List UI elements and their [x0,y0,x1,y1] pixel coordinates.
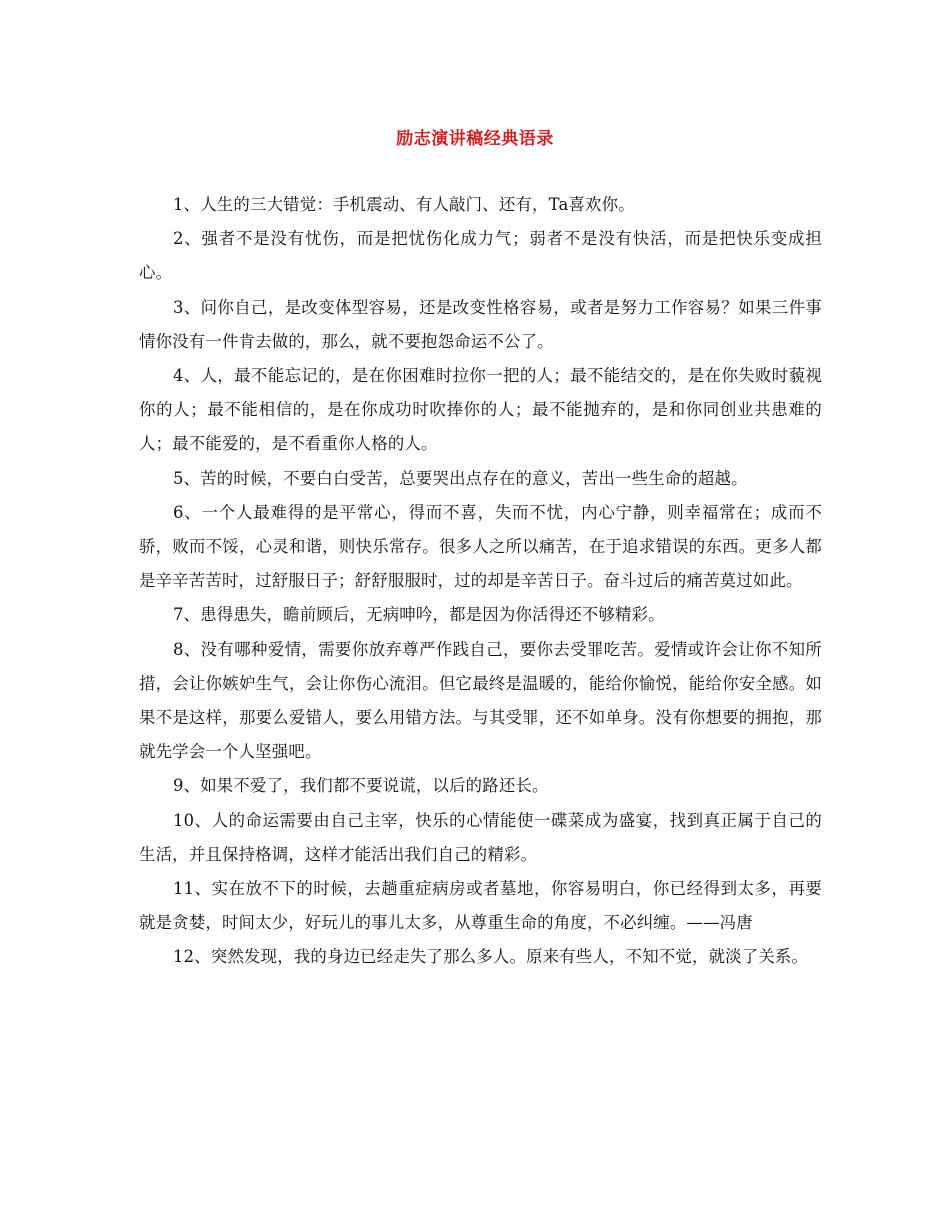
quote-paragraph-1: 1、人生的三大错觉：手机震动、有人敲门、还有，Ta喜欢你。 [173,195,635,214]
quote-paragraph-8: 8、没有哪种爱情，需要你放弃尊严作践自己，要你去受罪吃苦。爱情或许会让你不知所措，会让你嫉妒生气，会让你伤心流泪。但它最终是温暖的，能给你愉悦，能给你安全感。如果不是这样，那要么爱错人，要么用错方法。与其受罪，还不如单身。没有你想要的拥抱，那就先学会一个人坚强吧。 [139,639,822,762]
quote-paragraph-7: 7、患得患失，瞻前顾后，无病呻吟，都是因为你活得还不够精彩。 [173,605,665,625]
quote-paragraph-11: 11、实在放不下的时候，去趟重症病房或者墓地，你容易明白，你已经得到太多，再要就是贪婪，时间太少，好玩儿的事儿太多，从尊重生命的角度，不必纠缠。——冯唐 [139,879,822,933]
quote-paragraph-2: 2、强者不是没有忧伤，而是把忧伤化成力气；弱者不是没有快活，而是把快乐变成担心。 [139,229,822,283]
quote-paragraph-3: 3、问你自己，是改变体型容易，还是改变性格容易，或者是努力工作容易？如果三件事情你没有一件肯去做的，那么，就不要抱怨命运不公了。 [139,297,822,351]
quote-paragraph-9: 9、如果不爱了，我们都不要说谎，以后的路还长。 [173,776,549,796]
quote-paragraph-10: 10、人的命运需要由自己主宰，快乐的心情能使一碟菜成为盛宴，找到真正属于自己的生活，并且保持格调，这样才能活出我们自己的精彩。 [139,810,822,864]
quote-paragraph-5: 5、苦的时候，不要白白受苦，总要哭出点存在的意义，苦出一些生命的超越。 [173,468,748,488]
quote-paragraph-4: 4、人，最不能忘记的，是在你困难时拉你一把的人；最不能结交的，是在你失败时藐视你的人；最不能相信的，是在你成功时吹捧你的人；最不能抛弃的，是和你同创业共患难的人；最不能爱的，是不看重你人格的人。 [139,366,822,454]
quote-paragraph-12: 12、突然发现，我的身边已经走失了那么多人。原来有些人，不知不觉，就淡了关系。 [173,947,809,967]
document-body [139,188,822,975]
quote-paragraph-6: 6、一个人最难得的是平常心，得而不喜，失而不忧，内心宁静，则幸福常在；成而不骄，败而不馁，心灵和谐，则快乐常存。很多人之所以痛苦，在于追求错误的东西。更多人都是辛辛苦苦时，过舒服日子；舒舒服服时，过的却是辛苦日子。奋斗过后的痛苦莫过如此。 [139,502,822,591]
document-title: 励志演讲稿经典语录 [396,129,554,149]
